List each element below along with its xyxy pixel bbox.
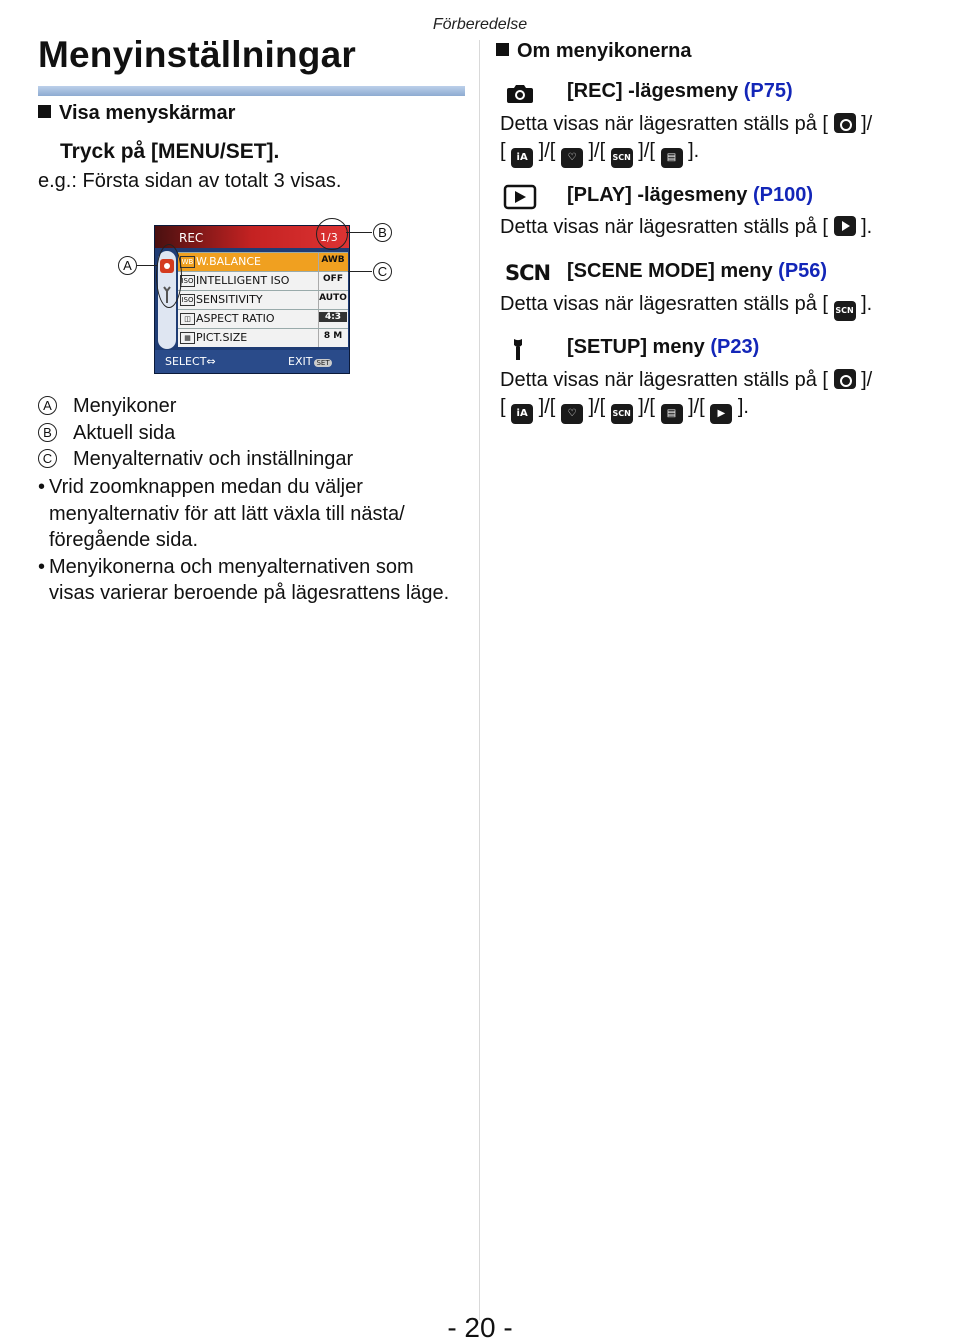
legend-text: Aktuell sida — [73, 422, 176, 444]
setup-menu-desc: Detta visas när lägesratten ställs på [ ]/ [ iA ]/[ ♡ ]/[ SCN ]/[ ▤ ]/[ ▶ ]. — [500, 367, 940, 424]
row-value: 4:3 — [319, 312, 347, 322]
page-number: - 20 - — [447, 1312, 513, 1343]
row-label: PICT.SIZE — [196, 331, 248, 344]
callout-label-c: C — [373, 262, 392, 281]
example-text: e.g.: Första sidan av totalt 3 visas. — [38, 170, 342, 192]
row-label: ASPECT RATIO — [196, 312, 275, 325]
row-value: AWB — [321, 255, 345, 265]
screen-row — [178, 309, 348, 328]
row-icon: ISO — [181, 277, 194, 285]
legend-letter: C — [38, 449, 57, 468]
movie-mode-icon: ▤ — [661, 404, 683, 424]
screen-bottom-bar — [155, 350, 349, 373]
row-icon: WB — [181, 258, 194, 266]
wrench-icon — [503, 336, 537, 362]
desc-end: ]. — [861, 293, 873, 315]
callout-ring-b — [316, 218, 348, 250]
scene-mode-icon: SCN — [611, 148, 633, 168]
row-icon: ◫ — [180, 313, 195, 325]
legend-letter: B — [38, 423, 57, 442]
scene-menu-title — [567, 260, 827, 283]
column-divider — [479, 40, 480, 1320]
portrait-mode-icon: ♡ — [561, 148, 583, 168]
desc-end: ]. — [737, 396, 749, 418]
intelligent-auto-icon: iA — [511, 148, 533, 168]
page-ref-link[interactable]: (P23) — [710, 336, 760, 358]
subheading-text: Om menyikonerna — [517, 40, 692, 62]
page-ref-link[interactable]: (P56) — [778, 260, 828, 282]
screen-page-indicator: 1/3 — [320, 231, 338, 244]
screen-exit-hint — [288, 355, 332, 368]
entry-title-text: [SETUP] meny — [567, 336, 705, 358]
rec-menu-desc: Detta visas när lägesratten ställs på [ ]/ [ iA ]/[ ♡ ]/[ SCN ]/[ ▤ ]. — [500, 111, 940, 168]
portrait-mode-icon: ♡ — [561, 404, 583, 424]
screen-tab-label: REC — [179, 231, 204, 245]
row-value: OFF — [323, 274, 343, 284]
screen-row — [178, 271, 348, 290]
play-menu-desc — [500, 214, 940, 241]
desc-end: ]/ — [861, 369, 873, 391]
desc-end: ]/ — [861, 113, 873, 135]
legend-text: Menyikoner — [73, 395, 177, 417]
callout-label-a: A — [118, 256, 137, 275]
bullet-item: • Menyikonerna och menyalternativen som visas varierar beroende på lägesrattens läge. — [38, 554, 458, 607]
square-bullet-icon — [38, 105, 51, 118]
camera-mode-icon — [834, 113, 856, 133]
section-header: Förberedelse — [432, 16, 528, 33]
callout-ring-a — [156, 244, 182, 308]
play-icon — [503, 184, 537, 210]
scene-mode-icon: SCN — [834, 301, 856, 321]
desc-text: Detta visas när lägesratten ställs på [ — [500, 113, 828, 135]
row-icon: ISO — [181, 296, 194, 304]
setup-menu-title — [567, 336, 759, 359]
callout-line-c — [348, 271, 372, 272]
exit-label: EXIT — [288, 355, 313, 368]
row-label: SENSITIVITY — [196, 293, 263, 306]
rec-menu-title — [567, 80, 793, 103]
desc-text: Detta visas när lägesratten ställs på [ — [500, 369, 828, 391]
entry-title-text: [REC] -lägesmeny — [567, 80, 739, 102]
row-icon: ▦ — [180, 332, 195, 344]
instruction: Tryck på [MENU/SET]. — [60, 140, 280, 163]
subheading-visa — [38, 102, 235, 125]
entry-title-text: [SCENE MODE] meny — [567, 260, 773, 282]
legend-item — [38, 448, 353, 471]
page-title: Menyinställningar — [38, 34, 356, 75]
desc-text: Detta visas när lägesratten ställs på [ — [500, 293, 828, 315]
camera-icon — [503, 80, 537, 106]
legend-item — [38, 395, 176, 418]
entry-title-text: [PLAY] -lägesmeny — [567, 184, 748, 206]
bullet-item: • Vrid zoomknappen medan du väljer menyalternativ för att lätt växla till nästa/ föregående sida. — [38, 474, 458, 554]
screen-row — [178, 290, 348, 309]
play-mode-icon — [834, 216, 856, 236]
camera-mode-icon — [834, 369, 856, 389]
legend-text: Menyalternativ och inställningar — [73, 448, 354, 470]
intelligent-auto-icon: iA — [511, 404, 533, 424]
subheading-om — [496, 40, 692, 63]
square-bullet-icon — [496, 43, 509, 56]
desc-end: ]. — [861, 216, 873, 238]
callout-label-b: B — [373, 223, 392, 242]
screen-select-hint: SELECT⇔ — [165, 355, 216, 368]
legend-letter: A — [38, 396, 57, 415]
legend-item — [38, 422, 175, 445]
row-label: W.BALANCE — [196, 255, 261, 268]
callout-line-a — [137, 265, 157, 266]
title-underline-bar — [38, 86, 465, 96]
row-value: 8 M — [323, 331, 343, 341]
scene-mode-icon: SCN — [611, 404, 633, 424]
play-menu-title — [567, 184, 813, 207]
page-ref-link[interactable]: (P100) — [753, 184, 814, 206]
screen-row — [178, 328, 348, 347]
play-mode-icon: ▶ — [710, 404, 732, 424]
callout-line-b — [346, 232, 372, 233]
row-label: INTELLIGENT ISO — [196, 274, 290, 287]
camera-menu-screen — [154, 225, 350, 374]
exit-badge: SET — [316, 359, 330, 367]
desc-text: Detta visas när lägesratten ställs på [ — [500, 216, 828, 238]
screen-row — [178, 252, 348, 271]
subheading-text: Visa menyskärmar — [59, 102, 236, 124]
row-value: AUTO — [319, 293, 347, 303]
scene-menu-desc — [500, 291, 940, 321]
bullet-list — [38, 474, 458, 607]
scene-icon: SCN — [505, 261, 551, 285]
desc-end: ]. — [688, 140, 700, 162]
page-ref-link[interactable]: (P75) — [743, 80, 793, 102]
movie-mode-icon: ▤ — [661, 148, 683, 168]
